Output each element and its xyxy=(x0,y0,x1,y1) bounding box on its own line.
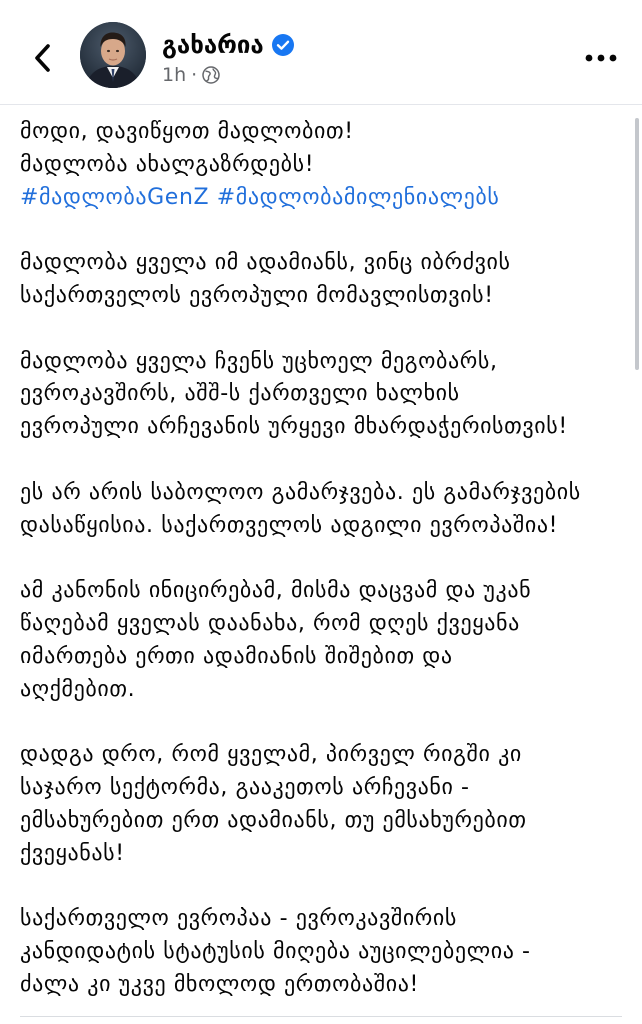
post-paragraph-4 xyxy=(20,575,620,706)
post-paragraph-intro xyxy=(20,116,620,182)
post-line: ძალა კი უკვე მხოლოდ ერთობაშია! xyxy=(20,971,419,997)
post-line: საქართველო ევროპაა - ევროკავშირის xyxy=(20,906,457,932)
hashtag-links[interactable]: #მადლობაGenZ #მადლობამილენიალებს xyxy=(20,184,500,210)
avatar[interactable] xyxy=(80,22,146,88)
post-line: წაღებამ ყველას დაანახა, რომ დღეს ქვეყანა xyxy=(20,610,520,636)
more-options-icon xyxy=(584,53,618,63)
post-line: ემსახურებით ერთ ადამიანს, თუ ემსახურებით xyxy=(20,807,527,833)
globe-icon xyxy=(202,66,220,84)
post-divider xyxy=(20,1016,622,1017)
meta-separator: · xyxy=(191,64,198,86)
post-line: ევროკავშირს, აშშ-ს ქართველი ხალხის xyxy=(20,381,460,407)
post-line: საქართველოს ევროპული მომავლისთვის! xyxy=(20,282,494,308)
post-paragraph-3 xyxy=(20,477,620,543)
post-line: დადგა დრო, რომ ყველამ, პირველ რიგში კი xyxy=(20,742,522,768)
post-line: კანდიდატის სტატუსის მიღება აუცილებელია - xyxy=(20,938,531,964)
post-line: ამ კანონის ინიცირებამ, მისმა დაცვამ და უკან xyxy=(20,578,532,604)
post-paragraph-2 xyxy=(20,346,620,444)
post-paragraph-6 xyxy=(20,903,620,1001)
verified-badge-icon xyxy=(272,34,294,56)
post-paragraph-1 xyxy=(20,247,620,313)
post-text xyxy=(20,116,620,1024)
post-meta xyxy=(162,64,220,86)
post-line: მოდი, დავიწყოთ მადლობით! xyxy=(20,119,354,144)
post-line: საჯარო სექტორმა, გააკეთოს არჩევანი - xyxy=(20,774,470,800)
post-line: მადლობა ახალგაზრდებს! xyxy=(20,151,315,177)
post-header xyxy=(0,0,642,105)
back-button[interactable] xyxy=(28,40,58,76)
post-time[interactable]: 1h xyxy=(162,64,187,86)
post-line: იმართება ერთი ადამიანის შიშებით და xyxy=(20,643,453,669)
scrollbar-thumb[interactable] xyxy=(635,118,639,370)
more-options-button[interactable] xyxy=(584,48,618,68)
post-line: ეს არ არის საბოლოო გამარჯვება. ეს გამარჯვების xyxy=(20,479,581,505)
chevron-left-icon xyxy=(33,43,53,73)
post-paragraph-5 xyxy=(20,739,620,870)
post-line: აღქმებით. xyxy=(20,676,136,702)
hashtag-line xyxy=(20,182,620,215)
post-line: მადლობა ყველა ჩვენს უცხოელ მეგობარს, xyxy=(20,348,498,374)
post-line: ევროპული არჩევანის ურყევი მხარდაჭერისთვის! xyxy=(20,414,568,440)
avatar-photo xyxy=(80,22,146,88)
post-line: დასაწყისია. საქართველოს ადგილი ევროპაშია! xyxy=(20,512,559,538)
post-line: მადლობა ყველა იმ ადამიანს, ვინც იბრძვის xyxy=(20,250,511,276)
post-line: ქვეყანას! xyxy=(20,840,125,866)
author-row xyxy=(162,30,294,60)
author-name[interactable]: გახარია xyxy=(162,31,264,59)
